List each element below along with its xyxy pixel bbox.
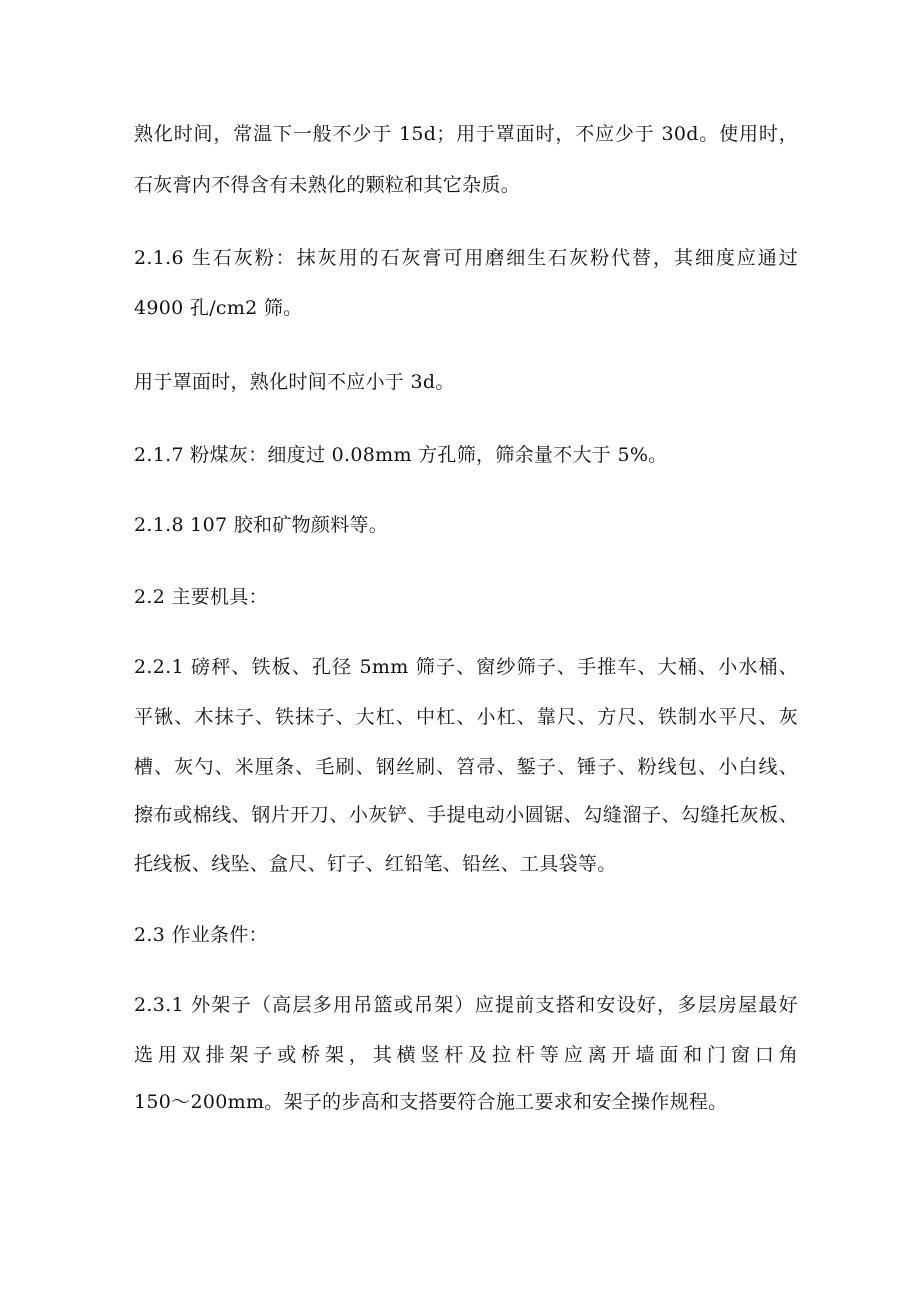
text-line: 槽、灰勺、米厘条、毛刷、钢丝刷、笤帚、錾子、锤子、粉线包、小白线、: [134, 756, 798, 778]
text-line: 平锹、木抹子、铁抹子、大杠、中杠、小杠、靠尺、方尺、铁制水平尺、灰: [134, 706, 798, 728]
text-line: 用于罩面时，熟化时间不应小于 3d。: [134, 371, 455, 393]
text-line: 4900 孔/cm2 筛。: [134, 297, 303, 319]
text-line: 2.3.1 外架子（高层多用吊篮或吊架）应提前支搭和安设好，多层房屋最好: [134, 994, 798, 1016]
text-line: 石灰膏内不得含有未熟化的颗粒和其它杂质。: [134, 174, 521, 196]
text-line: 选用双排架子或桥架，其横竖杆及拉杆等应离开墙面和门窗口角: [134, 1044, 798, 1066]
text-line: 擦布或棉线、钢片开刀、小灰铲、手提电动小圆锯、勾缝溜子、勾缝托灰板、: [134, 804, 798, 826]
text-line: 熟化时间，常温下一般不少于 15d；用于罩面时，不应少于 30d。使用时，: [134, 123, 798, 145]
section-heading: 2.2 主要机具：: [134, 586, 268, 608]
text-line: 托线板、线坠、盒尺、钉子、红铅笔、铅丝、工具袋等。: [134, 853, 617, 875]
text-line: 2.2.1 磅秤、铁板、孔径 5mm 筛子、窗纱筛子、手推车、大桶、小水桶、: [134, 656, 798, 678]
text-line: 2.1.8 107 胶和矿物颜料等。: [134, 514, 389, 536]
section-heading: 2.3 作业条件：: [134, 924, 268, 946]
text-line: 2.1.6 生石灰粉：抹灰用的石灰膏可用磨细生石灰粉代替，其细度应通过: [134, 247, 798, 269]
text-line: 2.1.7 粉煤灰：细度过 0.08mm 方孔筛，筛余量不大于 5%。: [134, 444, 668, 466]
text-line: 150～200mm。架子的步高和支搭要符合施工要求和安全操作规程。: [134, 1091, 728, 1113]
